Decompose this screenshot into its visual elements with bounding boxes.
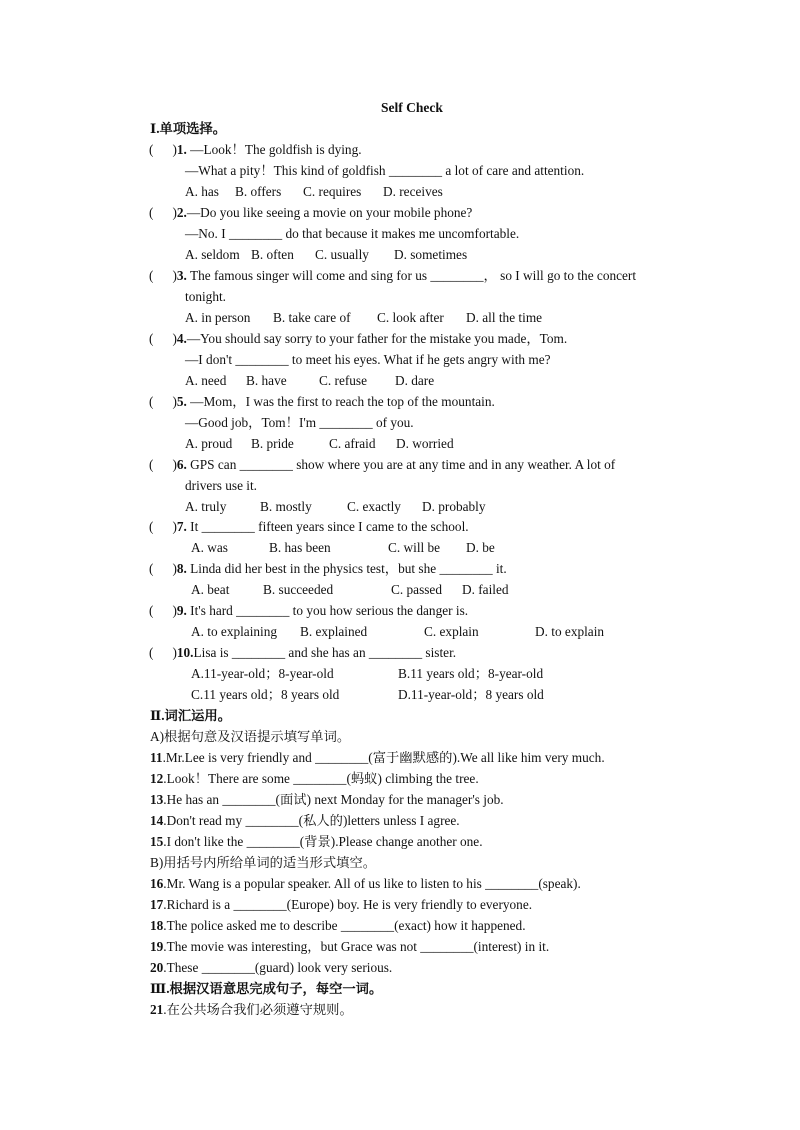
question-13: 13.He has an ________(面试) next Monday for the manager's job. xyxy=(150,792,504,807)
question-18: 18.The police asked me to describe ________(exact) how it happened. xyxy=(150,918,526,933)
question-10: ( )10.Lisa is ________ and she has an ________ sister. xyxy=(149,645,457,660)
question-20: 20.These ________(guard) look very serious. xyxy=(150,960,393,975)
question-16: 16.Mr. Wang is a popular speaker. All of us like to listen to his ________(speak). xyxy=(150,876,581,891)
question-8: ( )8. Linda did her best in the physics test，but she ________ it. xyxy=(149,561,507,576)
section-3-heading: Ⅲ.根据汉语意思完成句子，每空一词。 xyxy=(150,981,383,996)
question-1: ( )1. —Look！The goldfish is dying. xyxy=(149,142,362,157)
section-2-part-a: A)根据句意及汉语提示填写单词。 xyxy=(150,729,351,744)
section-2-heading: Ⅱ.词汇运用。 xyxy=(150,708,232,723)
question-2-line-2: —No. I ________ do that because it makes me uncomfortable. xyxy=(185,226,520,241)
question-2: ( )2.—Do you like seeing a movie on your mobile phone? xyxy=(149,205,473,220)
question-4: ( )4.—You should say sorry to your father for the mistake you made，Tom. xyxy=(149,331,568,346)
question-6: ( )6. GPS can ________ show where you are at any time and in any weather. A lot of xyxy=(149,457,616,472)
question-4-line-2: —I don't ________ to meet his eyes. What if he gets angry with me? xyxy=(185,352,551,367)
question-8-options: A. beat B. succeeded C. passed D. failed xyxy=(191,582,509,597)
question-9-options: A. to explaining B. explained C. explain D. to explain xyxy=(191,624,605,639)
question-1-options: A. has B. offers C. requires D. receives xyxy=(185,184,443,199)
question-2-options: A. seldom B. often C. usually D. sometimes xyxy=(185,247,468,262)
question-6-line-2: drivers use it. xyxy=(185,478,258,493)
section-1-heading: Ⅰ.单项选择。 xyxy=(150,121,227,136)
question-4-options: A. need B. have C. refuse D. dare xyxy=(185,373,435,388)
question-9: ( )9. It's hard ________ to you how serious the danger is. xyxy=(149,603,469,618)
question-10-options-ab: A.11-year-old；8-year-old B.11 years old；8-year-old xyxy=(191,666,544,681)
question-5-line-2: —Good job，Tom！I'm ________ of you. xyxy=(185,415,414,430)
question-7-options: A. was B. has been C. will be D. be xyxy=(191,540,495,555)
question-10-options-cd: C.11 years old；8 years old D.11-year-old；8 years old xyxy=(191,687,544,702)
question-1-line-2: —What a pity！This kind of goldfish ________ a lot of care and attention. xyxy=(185,163,585,178)
question-3-options: A. in person B. take care of C. look after D. all the time xyxy=(185,310,543,325)
question-17: 17.Richard is a ________(Europe) boy. He is very friendly to everyone. xyxy=(150,897,533,912)
question-11: 11.Mr.Lee is very friendly and ________(富于幽默感的).We all like him very much. xyxy=(150,750,605,765)
question-6-options: A. truly B. mostly C. exactly D. probably xyxy=(185,499,486,514)
page-title: Self Check xyxy=(381,100,443,115)
question-19: 19.The movie was interesting，but Grace was not ________(interest) in it. xyxy=(150,939,550,954)
section-2-part-b: B)用括号内所给单词的适当形式填空。 xyxy=(150,855,377,870)
question-5: ( )5. —Mom，I was the first to reach the top of the mountain. xyxy=(149,394,495,409)
question-14: 14.Don't read my ________(私人的)letters unless I agree. xyxy=(150,813,460,828)
question-5-options: A. proud B. pride C. afraid D. worried xyxy=(185,436,454,451)
question-7: ( )7. It ________ fifteen years since I came to the school. xyxy=(149,519,469,534)
question-3: ( )3. The famous singer will come and sing for us ________， so I will go to the concert xyxy=(149,268,637,283)
question-21: 21.在公共场合我们必须遵守规则。 xyxy=(150,1002,353,1017)
question-3-line-2: tonight. xyxy=(185,289,227,304)
question-15: 15.I don't like the ________(背景).Please change another one. xyxy=(150,834,483,849)
question-12: 12.Look！There are some ________(蚂蚁) climbing the tree. xyxy=(150,771,479,786)
